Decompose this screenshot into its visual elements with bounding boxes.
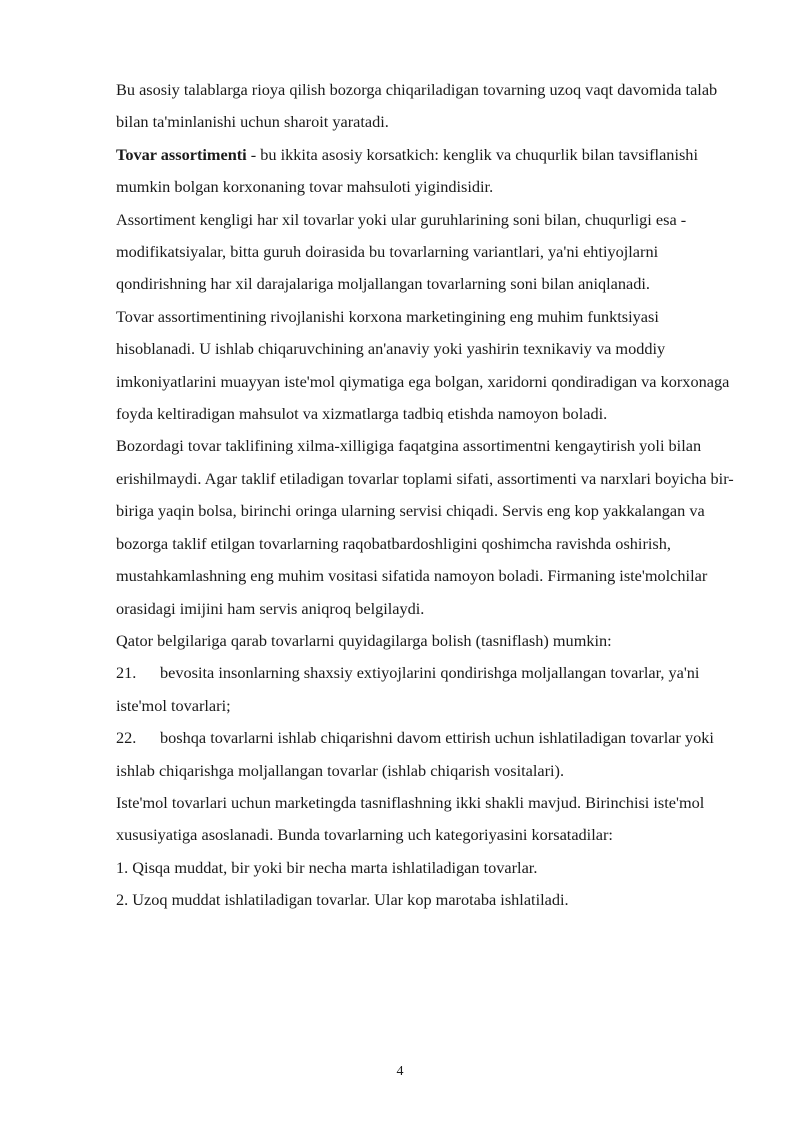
item-text: bevosita insonlarning shaxsiy extiyojlarini qondirishga moljallangan tovarlar, ya'ni iste'mol tovarlari; [116,663,700,715]
list-item-1: 1. Qisqa muddat, bir yoki bir necha marta ishlatiladigan tovarlar. [116,857,538,877]
paragraph-3: Assortiment kengligi har xil tovarlar yoki ular guruhlarining soni bilan, chuqurligi esa - modifikatsiyalar, bitta guruh doirasida bu tovarlarning variantlari, ya'ni ehtiyojlarni qondirishning har xil darajalariga moljallangan tovarlarning soni bilan aniqlanadi. [116,209,687,294]
numbered-item-21 [116,657,740,722]
page-number: 4 [396,1064,404,1079]
document-body [116,74,740,917]
paragraph-2-text: - bu ikkita asosiy korsatkich: kenglik va chuqurlik bilan tavsiflanishi mumkin bolgan korxonaning tovar mahsuloti yigindisidir. [116,144,698,197]
paragraph-2 [116,139,740,204]
item-number: 22. [116,728,137,748]
list-item-2: 2. Uzoq muddat ishlatiladigan tovarlar. Ular kop marotaba ishlatiladi. [116,890,569,910]
item-number: 21. [116,663,137,683]
item-text: boshqa tovarlarni ishlab chiqarishni davom ettirish uchun ishlatiladigan tovarlar yoki ishlab chiqarishga moljallangan tovarlar (ishlab chiqarish vositalari). [116,728,714,780]
term-tovar-assortimenti: Tovar assortimenti [116,144,247,164]
paragraph-5: Bozordagi tovar taklifining xilma-xilligiga faqatgina assortimentni kengaytirish yoli bilan erishilmaydi. Agar taklif etiladigan tovarlar toplami sifati, assortimenti va narxlari boyicha bir-biriga yaqin bolsa, birinchi oringa ularning servisi chiqadi. Servis eng kop yakkalangan va bozorga taklif etilgan tovarlarning raqobatbardoshligini qoshimcha ravishda oshirish, mustahkamlashning eng muhim vositasi sifatida namoyon boladi. Firmaning iste'molchilar orasidagi imijini ham servis aniqroq belgilaydi. [116,436,734,618]
paragraph-4: Tovar assortimentining rivojlanishi korxona marketingining eng muhim funktsiyasi hisoblanadi. U ishlab chiqaruvchining an'anaviy yoki yashirin texnikaviy va moddiy imkoniyatlarini muayyan iste'mol qiymatiga ega bolgan, xaridorni qondiradigan va korxonaga foyda keltiradigan mahsulot va xizmatlarga tadbiq etishda namoyon boladi. [116,306,730,424]
paragraph-1: Bu asosiy talablarga rioya qilish bozorga chiqariladigan tovarning uzoq vaqt davomida talab bilan ta'minlanishi uchun sharoit yaratadi. [116,80,718,132]
paragraph-6: Qator belgilariga qarab tovarlarni quyidagilarga bolish (tasniflash) mumkin: [116,630,612,650]
numbered-item-22 [116,722,740,787]
paragraph-7: Iste'mol tovarlari uchun marketingda tasniflashning ikki shakli mavjud. Birinchisi iste'mol xususiyatiga asoslanadi. Bunda tovarlarning uch kategoriyasini korsatadilar: [116,792,705,845]
